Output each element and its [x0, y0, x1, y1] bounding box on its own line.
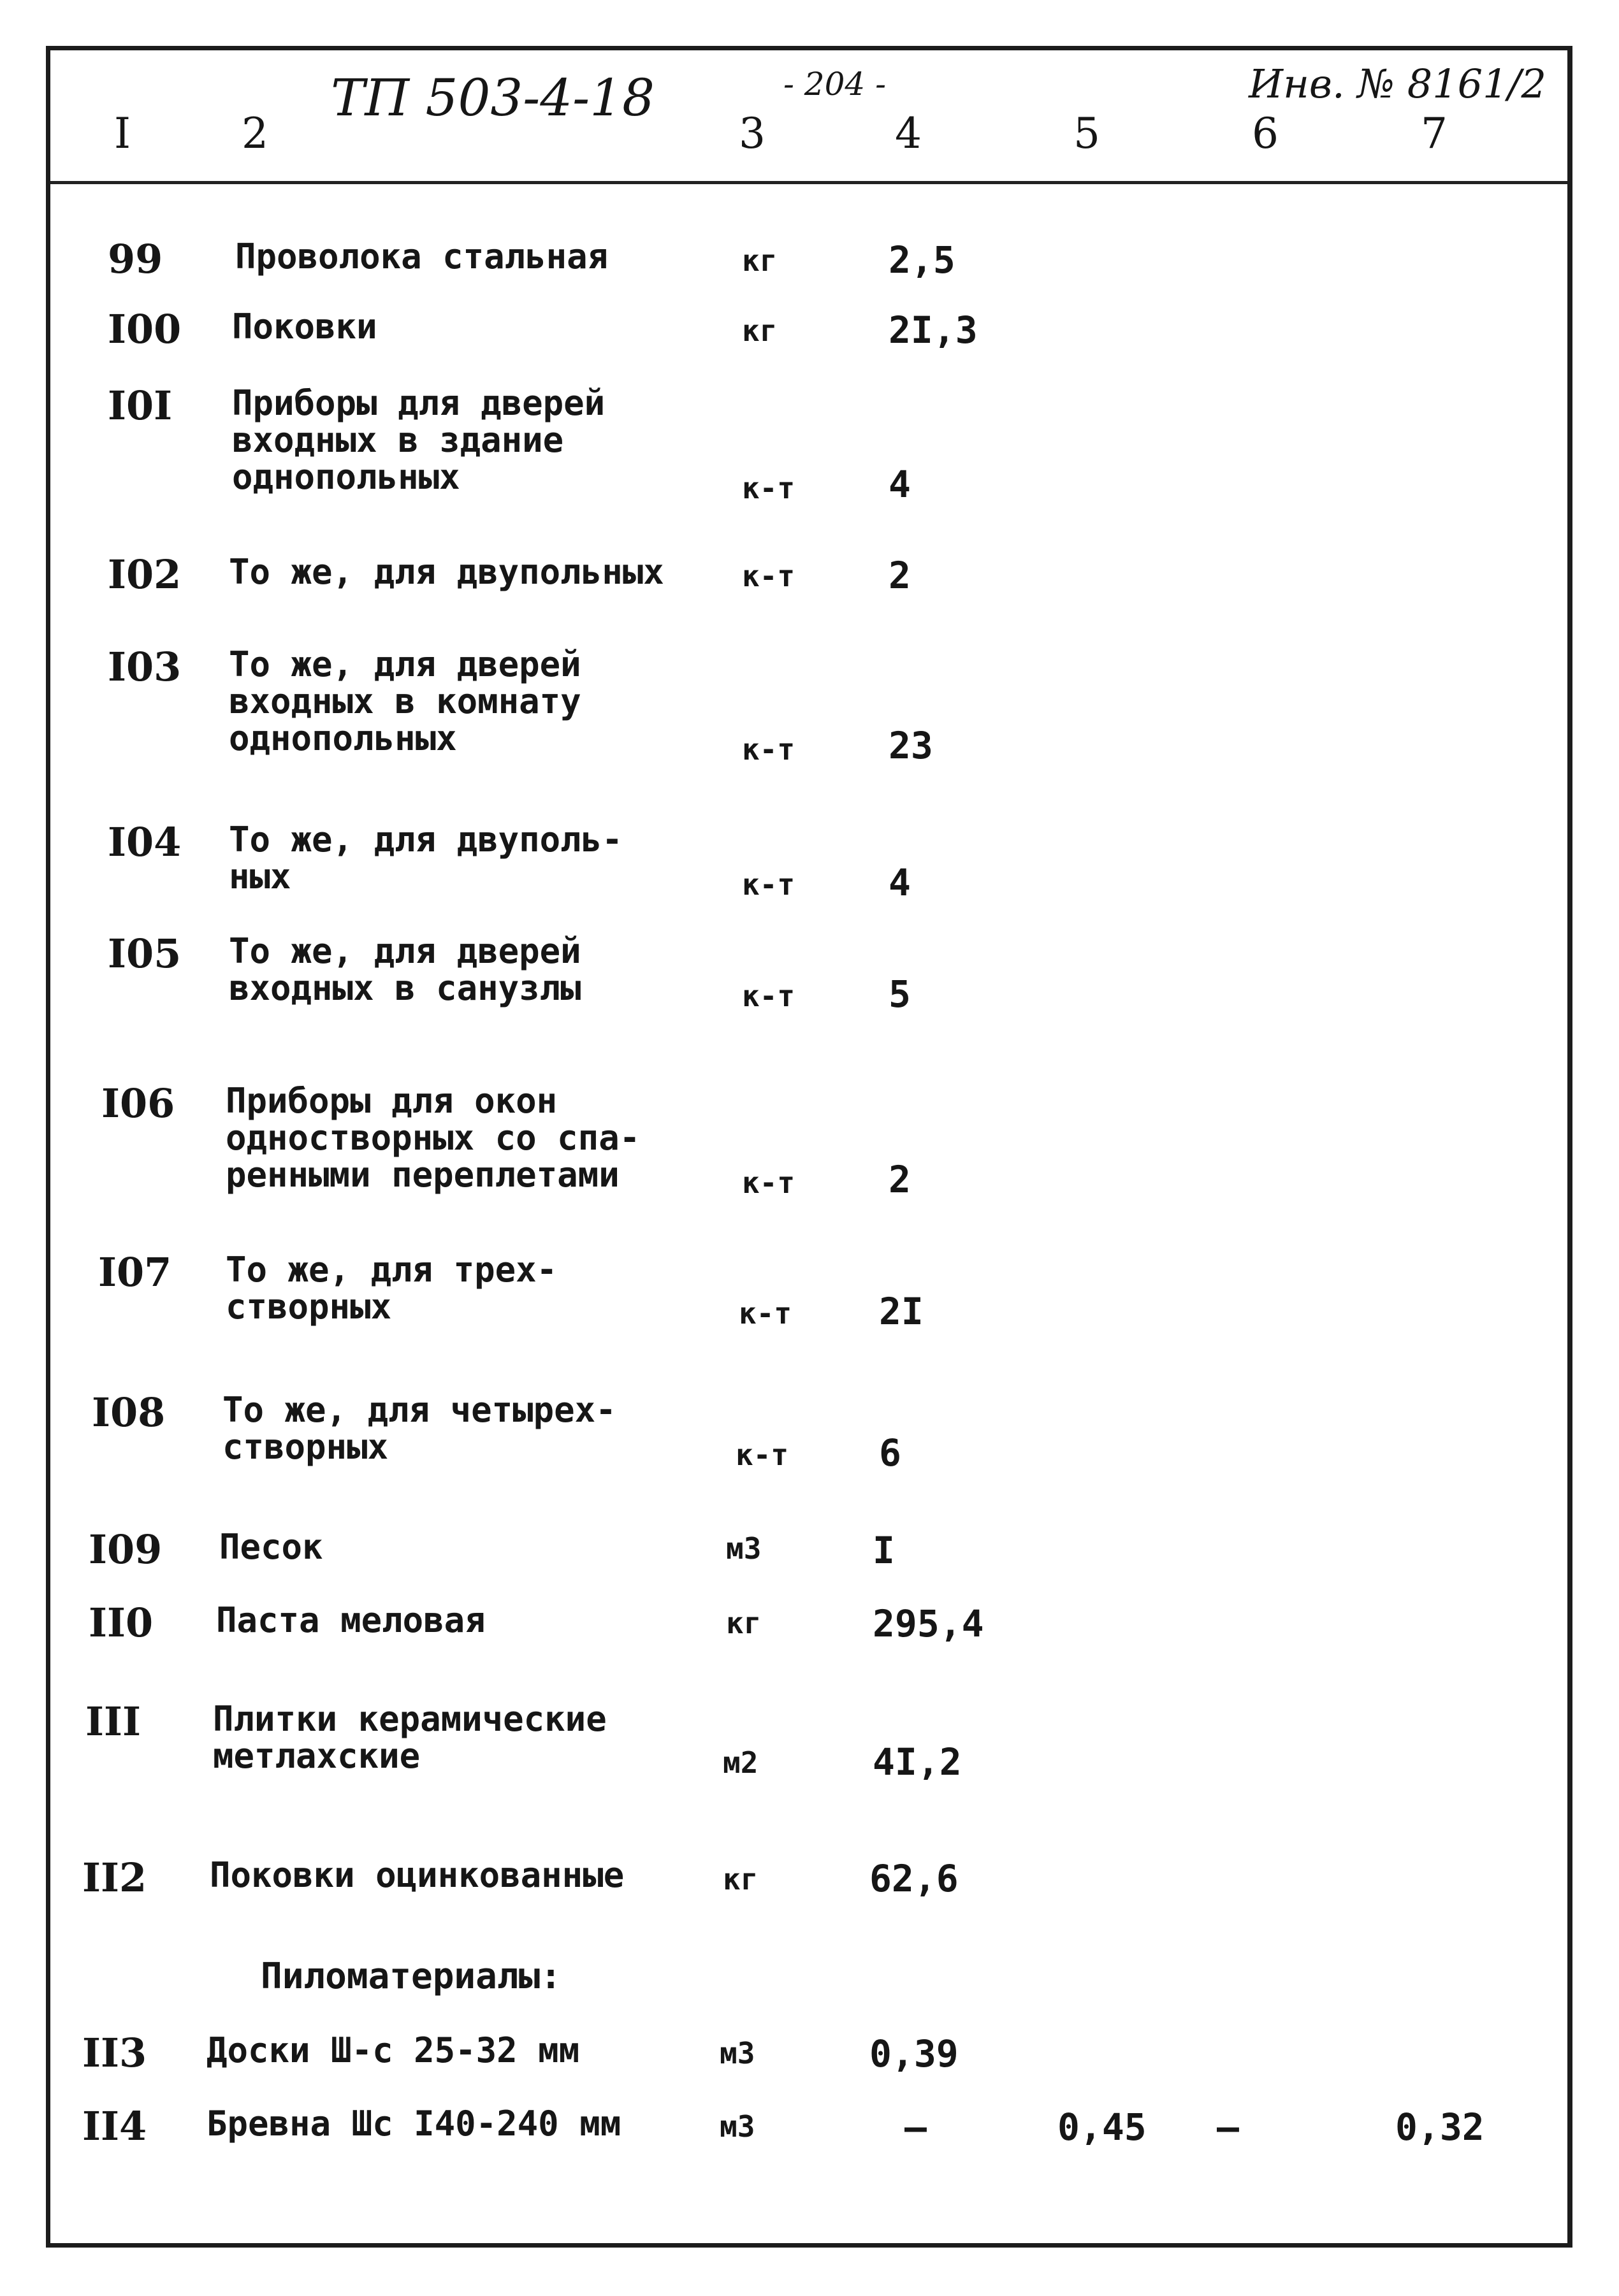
- row-number: I03: [108, 644, 182, 690]
- column-header-1: I: [114, 109, 131, 158]
- item-unit: к-т: [742, 559, 795, 593]
- row-number: 99: [108, 236, 163, 282]
- item-name: То же, для четырех- створных: [222, 1390, 616, 1467]
- item-name: То же, для дверей входных в санузлы: [229, 931, 581, 1008]
- row-number: I02: [108, 551, 182, 598]
- column-header-5: 5: [1073, 109, 1100, 158]
- item-unit: к-т: [742, 732, 795, 767]
- item-unit: к-т: [742, 867, 795, 902]
- row-number: I07: [98, 1249, 172, 1296]
- row-number: II0: [89, 1599, 154, 1646]
- column-7-value: 0,32: [1395, 2105, 1485, 2149]
- page-number: - 204 -: [783, 66, 887, 103]
- item-name: Песок: [219, 1527, 323, 1567]
- item-unit: м2: [723, 1745, 759, 1780]
- item-name: То же, для трех- створных: [226, 1250, 558, 1327]
- item-name: То же, для дверей входных в комнату однопольных: [229, 644, 581, 758]
- item-quantity: 295,4: [873, 1602, 984, 1645]
- item-unit: кг: [742, 243, 778, 278]
- column-header-2: 2: [242, 109, 268, 158]
- column-5-value: 0,45: [1057, 2105, 1147, 2149]
- item-quantity: 62,6: [869, 1857, 959, 1900]
- column-6-value: –: [1217, 2105, 1239, 2149]
- row-number: III: [85, 1698, 142, 1745]
- item-quantity: 4I,2: [873, 1740, 962, 1784]
- item-name: То же, для двуполь- ных: [229, 819, 623, 897]
- item-quantity: 2: [889, 554, 911, 597]
- item-name: Поковки: [232, 307, 377, 347]
- item-name: Проволока стальная: [235, 236, 609, 277]
- header-divider: [50, 181, 1567, 184]
- item-unit: к-т: [736, 1438, 789, 1472]
- item-name: Поковки оцинкованные: [210, 1855, 625, 1895]
- item-quantity: 2: [889, 1158, 911, 1201]
- item-quantity: 2,5: [889, 238, 955, 282]
- item-name: Приборы для дверей входных в здание однопольных: [232, 383, 606, 497]
- item-name: Плитки керамические метлахские: [213, 1699, 607, 1776]
- item-quantity: I: [873, 1529, 895, 1572]
- column-header-3: 3: [739, 109, 766, 158]
- row-number: II3: [82, 2030, 147, 2076]
- row-number: I08: [92, 1389, 166, 1436]
- document-code: ТП 503-4-18: [331, 68, 655, 127]
- row-number: II4: [82, 2103, 147, 2149]
- item-unit: к-т: [742, 1166, 795, 1200]
- item-unit: м3: [720, 2109, 755, 2144]
- document-sheet: [46, 46, 1572, 2248]
- column-header-6: 6: [1252, 109, 1279, 158]
- item-unit: м3: [720, 2036, 755, 2070]
- column-header-7: 7: [1421, 109, 1448, 158]
- row-number: I06: [101, 1080, 175, 1127]
- column-header-4: 4: [895, 109, 922, 158]
- item-quantity: –: [904, 2105, 927, 2149]
- item-unit: кг: [726, 1606, 762, 1640]
- item-name: Приборы для окон одностворных со спа- ренными переплетами: [226, 1081, 641, 1195]
- row-number: I00: [108, 306, 182, 352]
- item-name: То же, для двупольных: [229, 552, 664, 592]
- item-quantity: 23: [889, 724, 933, 767]
- item-unit: кг: [742, 314, 778, 348]
- item-quantity: 0,39: [869, 2032, 959, 2076]
- row-number: I09: [89, 1526, 163, 1573]
- item-unit: к-т: [742, 979, 795, 1013]
- row-number: I0I: [108, 382, 173, 429]
- item-unit: кг: [723, 1862, 759, 1896]
- row-number: I04: [108, 819, 182, 865]
- item-quantity: 4: [889, 861, 911, 904]
- item-name: Бревна Шс I40-240 мм: [207, 2104, 621, 2144]
- item-quantity: 4: [889, 463, 911, 506]
- item-quantity: 5: [889, 972, 911, 1016]
- item-quantity: 6: [879, 1431, 901, 1475]
- row-number: I05: [108, 930, 182, 977]
- item-quantity: 2I,3: [889, 308, 978, 352]
- item-quantity: 2I: [879, 1290, 924, 1333]
- item-unit: к-т: [739, 1296, 792, 1331]
- row-number: II2: [82, 1854, 147, 1901]
- inventory-number: Инв. № 8161/2: [1249, 61, 1546, 107]
- item-unit: к-т: [742, 471, 795, 505]
- item-unit: м3: [726, 1531, 762, 1566]
- section-heading-lumber: Пиломатериалы:: [261, 1956, 562, 1997]
- item-name: Паста меловая: [216, 1600, 486, 1640]
- item-name: Доски Ш-с 25-32 мм: [207, 2030, 580, 2070]
